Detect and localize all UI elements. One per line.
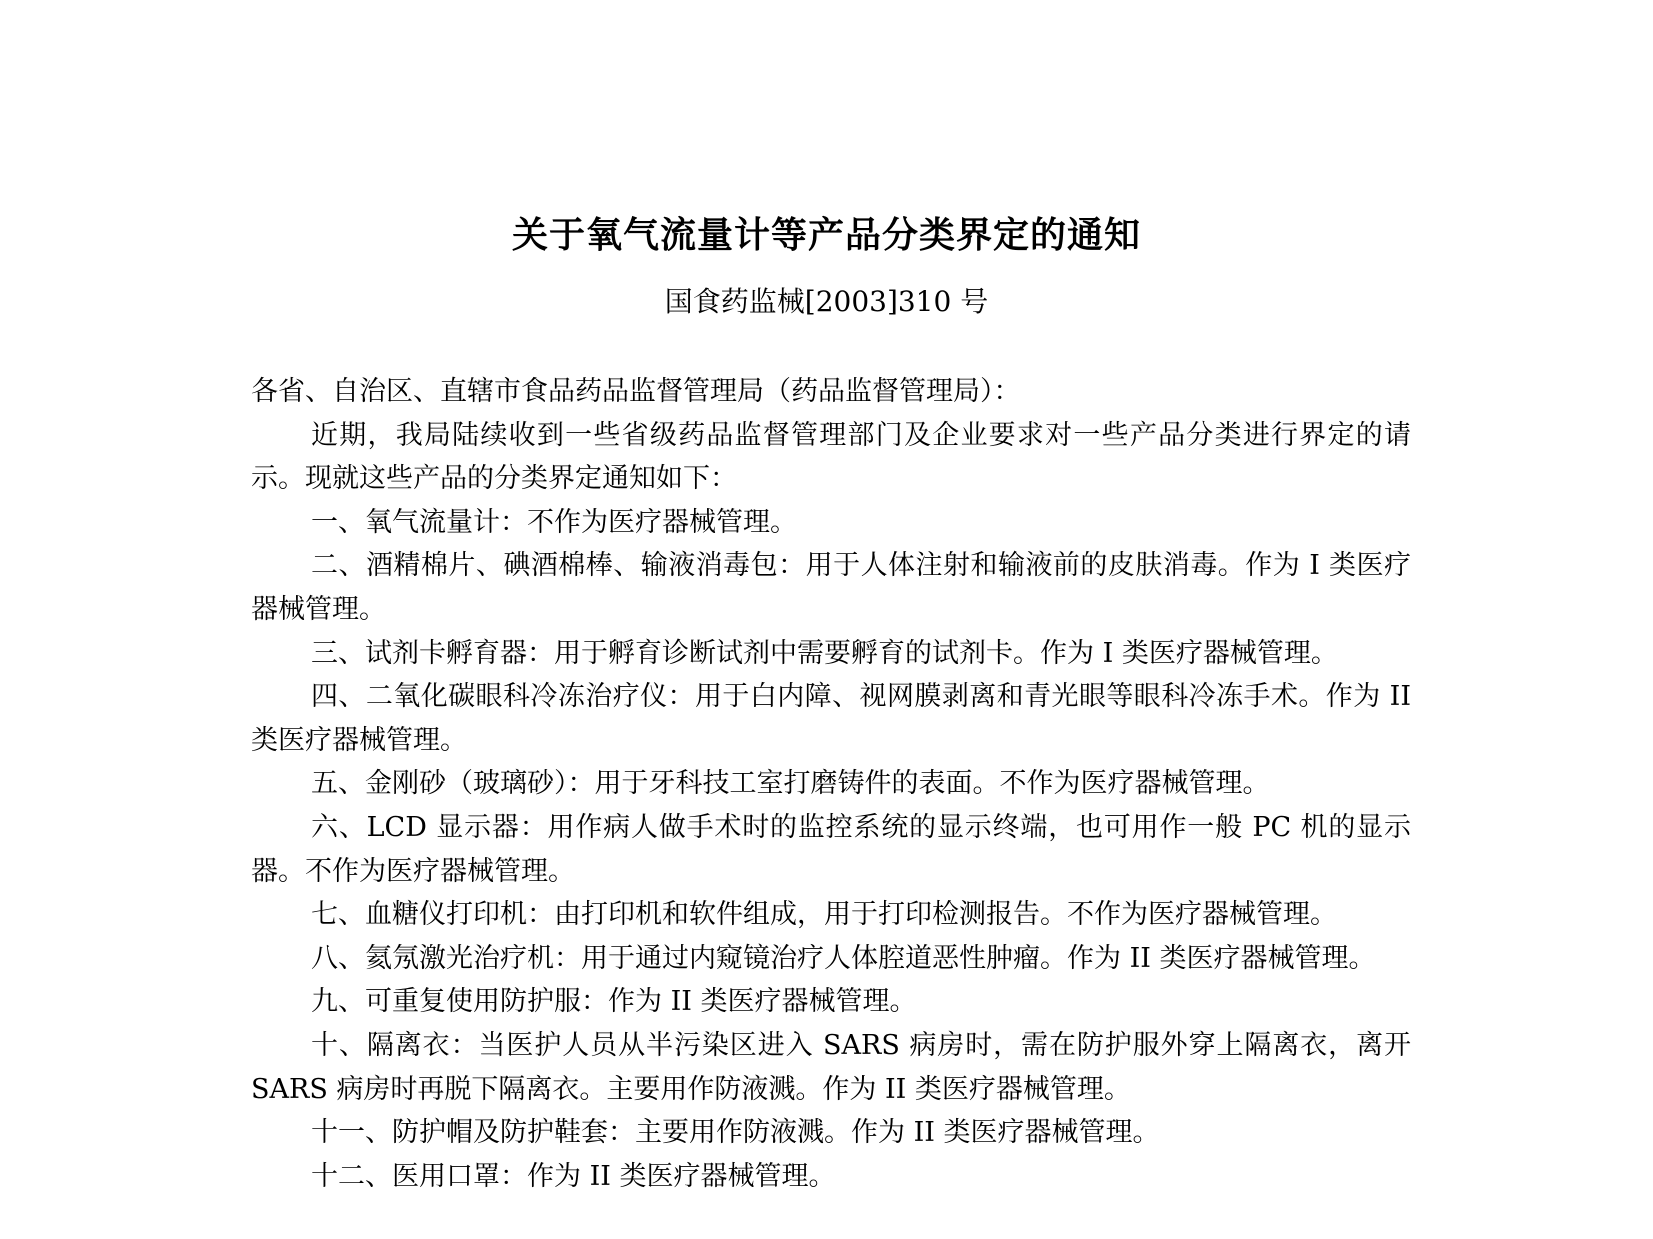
list-item: 三、试剂卡孵育器：用于孵育诊断试剂中需要孵育的试剂卡。作为 I 类医疗器械管理。 bbox=[311, 637, 1338, 669]
list-item: 五、金刚砂（玻璃砂）：用于牙科技工室打磨铸件的表面。不作为医疗器械管理。 bbox=[311, 768, 1270, 800]
list-item: 七、血糖仪打印机：由打印机和软件组成，用于打印检测报告。不作为医疗器械管理。 bbox=[311, 899, 1337, 931]
list-item: 十二、医用口罩：作为 II 类医疗器械管理。 bbox=[311, 1160, 836, 1192]
salutation: 各省、自治区、直辖市食品药品监督管理局（药品监督管理局）： bbox=[251, 376, 1021, 407]
list-item: 十、隔离衣：当医护人员从半污染区进入 SARS 病房时，需在防护服外穿上隔离衣，离开 SARS 病房时再脱下隔离衣。主要用作防液溅。作为 II 类医疗器械管理。 bbox=[251, 1029, 1411, 1105]
list-item: 八、氦氖激光治疗机：用于通过内窥镜治疗人体腔道恶性肿瘤。作为 II 类医疗器械管理。 bbox=[311, 942, 1376, 974]
list-item: 一、氧气流量计：不作为医疗器械管理。 bbox=[311, 506, 797, 538]
document-body bbox=[251, 370, 1411, 1198]
list-item: 九、可重复使用防护服：作为 II 类医疗器械管理。 bbox=[311, 986, 917, 1018]
list-item: 十一、防护帽及防护鞋套：主要用作防液溅。作为 II 类医疗器械管理。 bbox=[311, 1117, 1160, 1149]
intro-paragraph: 近期，我局陆续收到一些省级药品监督管理部门及企业要求对一些产品分类进行界定的请示。现就这些产品的分类界定通知如下： bbox=[251, 419, 1411, 495]
list-item: 二、酒精棉片、碘酒棉棒、输液消毒包：用于人体注射和输液前的皮肤消毒。作为 I 类医疗器械管理。 bbox=[251, 550, 1411, 625]
list-item: 六、LCD 显示器：用作病人做手术时的监控系统的显示终端，也可用作一般 PC 机的显示器。不作为医疗器械管理。 bbox=[251, 811, 1411, 887]
list-item: 四、二氧化碳眼科冷冻治疗仪：用于白内障、视网膜剥离和青光眼等眼科冷冻手术。作为 II 类医疗器械管理。 bbox=[251, 681, 1411, 756]
page-title: 关于氧气流量计等产品分类界定的通知 bbox=[511, 214, 1141, 256]
document-number: 国食药监械[2003]310 号 bbox=[664, 285, 989, 318]
